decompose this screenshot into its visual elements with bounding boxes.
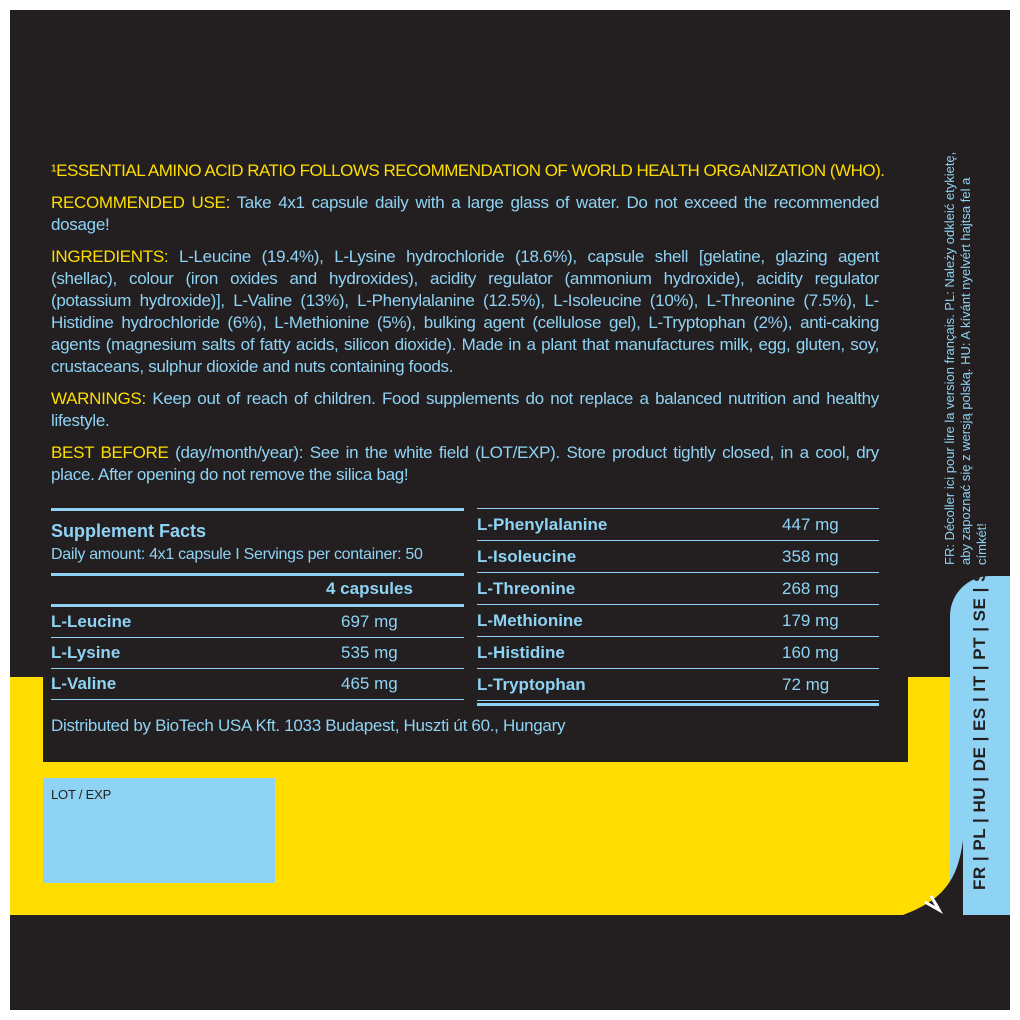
- divider: [477, 703, 879, 706]
- warnings: [51, 388, 879, 432]
- table-row: [477, 573, 879, 605]
- best-before-label: BEST BEFORE: [51, 443, 169, 462]
- nutrient-name: L-Threonine: [477, 578, 576, 598]
- ingredients-label: INGREDIENTS:: [51, 247, 169, 266]
- lot-exp-field: [43, 778, 275, 883]
- table-row: [51, 607, 464, 638]
- nutrient-name: L-Lysine: [51, 643, 121, 662]
- best-before: [51, 442, 879, 486]
- column-header: 4 capsules: [326, 579, 413, 598]
- peel-instructions: FR: Décoller ici pour lire la version français. PL: Należy odkleić etykietę, aby zapoznać się z wersją polską. HU: A kívánt nyelvért hajtsa fel a címkét!: [942, 151, 989, 565]
- nutrient-amount: 697 mg: [341, 612, 398, 631]
- nutrient-amount: 268 mg: [782, 578, 839, 598]
- nutrient-name: L-Methionine: [477, 610, 583, 630]
- warnings-label: WARNINGS:: [51, 389, 146, 408]
- peel-curl-icon: [903, 840, 963, 915]
- recommended-use-text: Take 4x1 capsule daily with a large glass of water. Do not exceed the recommended dosage!: [51, 193, 879, 234]
- nutrient-name: L-Tryptophan: [477, 674, 586, 694]
- best-before-text: (day/month/year): See in the white field (LOT/EXP). Store product tightly closed, in a cool, dry place. After opening do not remove the silica bag!: [51, 443, 879, 484]
- nutrient-amount: 72 mg: [782, 674, 830, 694]
- warnings-text: Keep out of reach of children. Food supplements do not replace a balanced nutrition and healthy lifestyle.: [51, 389, 879, 430]
- table-row: [51, 638, 464, 669]
- nutrient-amount: 465 mg: [341, 674, 398, 693]
- who-note: ¹ESSENTIAL AMINO ACID RATIO FOLLOWS RECOMMENDATION OF WORLD HEALTH ORGANIZATION (WHO).: [51, 161, 885, 180]
- table-row: [477, 669, 879, 701]
- nutrient-name: L-Leucine: [51, 612, 132, 631]
- ingredients-text: L-Leucine (19.4%), L-Lysine hydrochloride (18.6%), capsule shell [gelatine, glazing agent (shellac), colour (iron oxides and hydroxides), acidity regulator (ammonium hydroxide), acidity regulator (potassium hydroxide)], L-Valine (13%), L-Phenylalanine (12.5%), L-Isoleucine (10%), L-Threonine (7.5%), L-Histidine hydrochloride (6%), L-Methionine (5%), bulking agent (cellulose gel), L-Tryptophan (2%), anti-caking agents (magnesium salts of fatty acids, silicon dioxide). Made in a plant that manufactures milk, egg, gluten, soy, crustaceans, sulphur dioxide and nuts containing foods.: [51, 247, 879, 376]
- table-row: [51, 669, 464, 700]
- daily-amount: Daily amount: 4x1 capsule I Servings per container: 50: [51, 546, 423, 563]
- supplement-facts-title: Supplement Facts: [51, 521, 207, 541]
- table-row: [477, 605, 879, 637]
- nutrient-amount: 447 mg: [782, 514, 839, 534]
- table-row: [477, 509, 879, 541]
- supplement-facts-left: [51, 508, 464, 700]
- supplement-facts-right: [477, 508, 879, 706]
- nutrient-amount: 535 mg: [341, 643, 398, 662]
- nutrient-name: L-Histidine: [477, 642, 565, 662]
- distributor: Distributed by BioTech USA Kft. 1033 Budapest, Huszti út 60., Hungary: [51, 716, 566, 735]
- nutrient-name: L-Isoleucine: [477, 546, 577, 566]
- language-list: FR | PL | HU | DE | ES | IT | PT | SE | SK: [970, 557, 989, 890]
- nutrient-amount: 179 mg: [782, 610, 839, 630]
- left-rows: [51, 607, 464, 700]
- nutrient-amount: 358 mg: [782, 546, 839, 566]
- recommended-use-label: RECOMMENDED USE:: [51, 193, 231, 212]
- table-row: [477, 541, 879, 573]
- table-row: [477, 637, 879, 669]
- recommended-use: [51, 192, 879, 236]
- ingredients: [51, 246, 879, 378]
- right-rows: [477, 509, 879, 701]
- label-text: [51, 160, 885, 496]
- nutrient-name: L-Phenylalanine: [477, 514, 608, 534]
- nutrient-amount: 160 mg: [782, 642, 839, 662]
- lot-exp-label: LOT / EXP: [51, 787, 112, 802]
- nutrient-name: L-Valine: [51, 674, 117, 693]
